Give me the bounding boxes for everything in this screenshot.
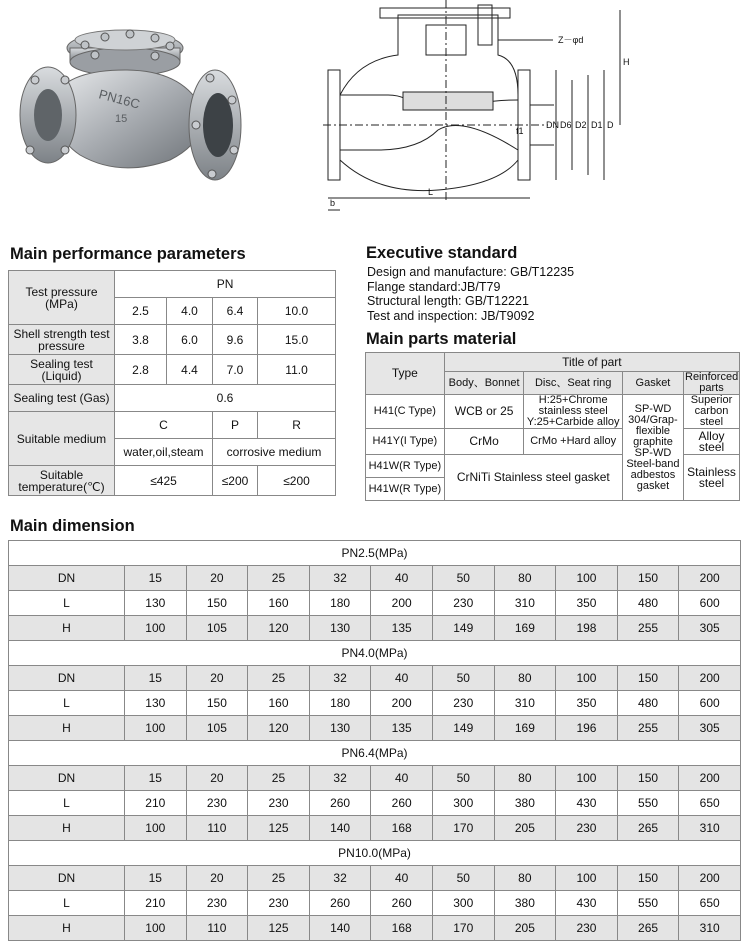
heading-dimension: Main dimension <box>10 517 135 535</box>
dim-label-d2: D2 <box>575 120 587 130</box>
dimension-cell: 50 <box>432 566 494 591</box>
dimension-cell: 260 <box>309 791 371 816</box>
dimension-cell: 230 <box>432 691 494 716</box>
dimension-cell: 480 <box>617 591 679 616</box>
dimension-row-h <box>9 916 741 941</box>
dim-label-f1: f1 <box>516 126 524 136</box>
dimension-cell: 255 <box>617 616 679 641</box>
perf-pn-value: 10.0 <box>258 298 336 325</box>
dimension-cell: 255 <box>617 716 679 741</box>
dimension-cell: 110 <box>186 916 248 941</box>
material-body: WCB or 25 <box>444 395 524 429</box>
perf-medium: Suitable medium <box>9 412 115 466</box>
dimension-cell: 550 <box>617 891 679 916</box>
dimension-cell: 100 <box>125 616 187 641</box>
dimension-cell: 350 <box>556 591 618 616</box>
material-col-reinforced: Reinforced parts <box>685 371 739 394</box>
dimension-cell: 200 <box>679 566 741 591</box>
dimension-cell: 200 <box>679 666 741 691</box>
perf-shell-value: 3.8 <box>115 325 167 355</box>
dimension-cell: 130 <box>125 691 187 716</box>
dimension-cell: 25 <box>248 866 310 891</box>
material-type: H41W(R Type) <box>366 478 445 501</box>
dimension-cell: 230 <box>248 791 310 816</box>
dimension-cell: 150 <box>186 591 248 616</box>
dimension-cell: 125 <box>248 916 310 941</box>
dimension-cell: 15 <box>125 566 187 591</box>
dimension-row-label: DN <box>9 566 125 591</box>
perf-pn-value: 2.5 <box>115 298 167 325</box>
dim-label-h: H <box>623 57 630 67</box>
heading-material: Main parts material <box>366 330 517 348</box>
dimension-cell: 150 <box>617 566 679 591</box>
standard-line: Design and manufacture: GB/T12235 <box>367 265 575 279</box>
dimension-cell: 25 <box>248 766 310 791</box>
dimension-cell: 305 <box>679 716 741 741</box>
material-type: H41W(R Type) <box>366 455 445 478</box>
perf-pn: PN <box>115 271 336 298</box>
dim-label-z: Z－φd <box>558 35 584 45</box>
dimension-cell: 200 <box>371 591 433 616</box>
dimension-cell: 20 <box>186 766 248 791</box>
dimension-cell: 170 <box>432 816 494 841</box>
dimension-cell: 210 <box>125 891 187 916</box>
dimension-row-dn <box>9 566 741 591</box>
heading-standard: Executive standard <box>366 244 518 262</box>
dimension-cell: 120 <box>248 716 310 741</box>
dimension-cell: 430 <box>556 791 618 816</box>
material-type: H41(C Type) <box>366 395 445 429</box>
dimension-pn-header: PN10.0(MPa) <box>9 841 741 866</box>
standard-line: Test and inspection: JB/T9092 <box>367 308 535 323</box>
dimension-row-label: L <box>9 791 125 816</box>
dimension-cell: 40 <box>371 766 433 791</box>
dimension-cell: 25 <box>248 666 310 691</box>
dimension-cell: 230 <box>556 816 618 841</box>
dimension-cell: 350 <box>556 691 618 716</box>
dimension-cell: 100 <box>556 766 618 791</box>
dimension-cell: 150 <box>617 766 679 791</box>
dim-label-d1: D1 <box>591 120 603 130</box>
perf-temp-value: ≤200 <box>258 466 336 496</box>
dimension-row-dn <box>9 766 741 791</box>
perf-temp-value: ≤200 <box>213 466 258 496</box>
dimension-cell: 300 <box>432 791 494 816</box>
perf-temp-value: ≤425 <box>115 466 213 496</box>
dimension-cell: 230 <box>186 791 248 816</box>
material-reinforced: Alloy steel <box>684 429 740 455</box>
material-type: H41Y(I Type) <box>366 429 445 455</box>
dimension-row-l <box>9 891 741 916</box>
dimension-cell: 310 <box>494 591 556 616</box>
dimension-row-label: DN <box>9 866 125 891</box>
perf-shell-value: 9.6 <box>213 325 258 355</box>
dimension-cell: 25 <box>248 566 310 591</box>
dimension-cell: 205 <box>494 816 556 841</box>
dimension-cell: 170 <box>432 916 494 941</box>
dim-label-b: b <box>330 198 336 208</box>
dimension-cell: 265 <box>617 916 679 941</box>
material-gasket: SP-WD 304/Grap- flexible graphite SP-WD Steel-band adbestos gasket <box>622 395 683 501</box>
dimension-cell: 230 <box>248 891 310 916</box>
dimension-cell: 168 <box>371 916 433 941</box>
valve-marking-size: PN16C <box>97 86 142 112</box>
dimension-cell: 160 <box>248 591 310 616</box>
dimension-cell: 50 <box>432 766 494 791</box>
dim-label-d: D <box>607 120 614 130</box>
dimension-cell: 149 <box>432 616 494 641</box>
standard-line: Flange standard:JB/T79 <box>367 279 501 294</box>
dimension-cell: 210 <box>125 791 187 816</box>
material-body: CrNiTi Stainless steel gasket <box>444 455 622 501</box>
dimension-cell: 130 <box>309 716 371 741</box>
dimension-cell: 32 <box>309 866 371 891</box>
dimension-cell: 198 <box>556 616 618 641</box>
dimension-cell: 169 <box>494 616 556 641</box>
dimension-row-label: H <box>9 916 125 941</box>
dimension-cell: 80 <box>494 666 556 691</box>
dimension-cell: 310 <box>679 816 741 841</box>
dimension-cell: 430 <box>556 891 618 916</box>
dimension-cell: 150 <box>617 866 679 891</box>
dimension-cell: 20 <box>186 866 248 891</box>
dim-label-d6: D6 <box>560 120 572 130</box>
dimension-pn-header: PN2.5(MPa) <box>9 541 741 566</box>
dimension-cell: 135 <box>371 616 433 641</box>
dimension-cell: 120 <box>248 616 310 641</box>
perf-medium-code: C <box>115 412 213 439</box>
dimension-cell: 160 <box>248 691 310 716</box>
material-body: CrMo <box>444 429 524 455</box>
dimension-cell: 140 <box>309 816 371 841</box>
dimension-cell: 550 <box>617 791 679 816</box>
dimension-cell: 180 <box>309 691 371 716</box>
perf-medium-code: R <box>258 412 336 439</box>
dimension-cell: 105 <box>186 616 248 641</box>
dimension-cell: 150 <box>617 666 679 691</box>
dimension-cell: 380 <box>494 791 556 816</box>
dimension-cell: 130 <box>125 591 187 616</box>
perf-medium-code: P <box>213 412 258 439</box>
material-disc: H:25+Chrome stainless steel Y:25+Carbide alloy <box>524 395 622 429</box>
dimension-cell: 40 <box>371 866 433 891</box>
dimension-row-l <box>9 591 741 616</box>
material-reinforced: Stainless steel <box>684 455 740 501</box>
dimension-cell: 110 <box>186 816 248 841</box>
dimension-cell: 32 <box>309 766 371 791</box>
dim-label-l: L <box>428 187 434 197</box>
heading-performance: Main performance parameters <box>10 245 246 263</box>
dimension-cell: 265 <box>617 816 679 841</box>
dimension-cell: 130 <box>309 616 371 641</box>
dimension-cell: 135 <box>371 716 433 741</box>
perf-medium-c: water,oil,steam <box>115 439 213 466</box>
dimension-row-h <box>9 716 741 741</box>
dimension-cell: 100 <box>556 866 618 891</box>
perf-sealing-gas-value: 0.6 <box>115 385 336 412</box>
dimension-cell: 15 <box>125 866 187 891</box>
dimension-cell: 150 <box>186 691 248 716</box>
dimension-cell: 40 <box>371 666 433 691</box>
standard-list <box>367 265 574 323</box>
dimension-cell: 650 <box>679 891 741 916</box>
material-col-disc: Disc、Seat ring <box>524 372 622 395</box>
dimension-cell: 200 <box>679 866 741 891</box>
dimension-row-h <box>9 616 741 641</box>
valve-photo <box>10 0 245 205</box>
perf-test-pressure: Test pressure (MPa) <box>9 271 115 325</box>
dimension-row-dn <box>9 866 741 891</box>
dimension-row-label: H <box>9 716 125 741</box>
dimension-cell: 196 <box>556 716 618 741</box>
dimension-cell: 32 <box>309 666 371 691</box>
dimension-cell: 200 <box>371 691 433 716</box>
dimension-cell: 205 <box>494 916 556 941</box>
dimension-cell: 40 <box>371 566 433 591</box>
dimension-cell: 15 <box>125 666 187 691</box>
perf-sealing-gas: Sealing test (Gas) <box>9 385 115 412</box>
perf-sealing-liquid-value: 2.8 <box>115 355 167 385</box>
dimension-cell: 200 <box>679 766 741 791</box>
dimension-cell: 15 <box>125 766 187 791</box>
dimension-cell: 230 <box>186 891 248 916</box>
perf-shell-value: 6.0 <box>167 325 213 355</box>
perf-pn-value: 6.4 <box>213 298 258 325</box>
standard-line: Structural length: GB/T12221 <box>367 294 529 308</box>
material-table <box>365 352 740 501</box>
material-title-header: Title of part <box>444 353 739 372</box>
performance-table <box>8 270 336 496</box>
dimension-cell: 20 <box>186 666 248 691</box>
perf-medium-pr: corrosive medium <box>213 439 336 466</box>
dimension-cell: 650 <box>679 791 741 816</box>
dimension-row-label: H <box>9 616 125 641</box>
dimension-cell: 100 <box>556 566 618 591</box>
dimension-cell: 80 <box>494 766 556 791</box>
perf-shell-value: 15.0 <box>258 325 336 355</box>
perf-sealing-liquid-value: 7.0 <box>213 355 258 385</box>
dimension-pn-header: PN6.4(MPa) <box>9 741 741 766</box>
dimension-cell: 80 <box>494 866 556 891</box>
perf-sealing-liquid-value: 4.4 <box>167 355 213 385</box>
dimension-cell: 140 <box>309 916 371 941</box>
dimension-cell: 180 <box>309 591 371 616</box>
valve-marking-dn: 15 <box>115 113 128 125</box>
dimension-row-l <box>9 691 741 716</box>
material-disc: CrMo +Hard alloy <box>524 429 622 455</box>
dimension-row-label: DN <box>9 666 125 691</box>
perf-temperature: Suitable temperature(℃) <box>9 466 115 496</box>
dimension-cell: 600 <box>679 691 741 716</box>
dimension-row-label: L <box>9 691 125 716</box>
dimension-cell: 300 <box>432 891 494 916</box>
dimension-cell: 260 <box>309 891 371 916</box>
dimension-cell: 50 <box>432 666 494 691</box>
material-col-gasket: Gasket <box>622 372 683 395</box>
dimension-cell: 168 <box>371 816 433 841</box>
dimension-cell: 100 <box>125 916 187 941</box>
material-type-header: Type <box>366 353 445 395</box>
dimension-cell: 80 <box>494 566 556 591</box>
dimension-table <box>8 540 741 941</box>
dimension-row-dn <box>9 666 741 691</box>
dimension-cell: 600 <box>679 591 741 616</box>
perf-shell: Shell strength test pressure <box>9 325 115 355</box>
dimension-cell: 310 <box>679 916 741 941</box>
dimension-cell: 20 <box>186 566 248 591</box>
dimension-cell: 50 <box>432 866 494 891</box>
dimension-row-label: H <box>9 816 125 841</box>
dimension-cell: 100 <box>125 816 187 841</box>
perf-sealing-liquid: Sealing test (Liquid) <box>9 355 115 385</box>
dimension-cell: 305 <box>679 616 741 641</box>
perf-pn-value: 4.0 <box>167 298 213 325</box>
dim-label-dn: DN <box>546 120 559 130</box>
dimension-cell: 125 <box>248 816 310 841</box>
dimension-row-label: L <box>9 891 125 916</box>
dimension-cell: 380 <box>494 891 556 916</box>
material-reinforced: Superior carbon steel <box>684 395 740 429</box>
dimension-cell: 105 <box>186 716 248 741</box>
dimension-cell: 230 <box>432 591 494 616</box>
perf-sealing-liquid-value: 11.0 <box>258 355 336 385</box>
dimension-cell: 100 <box>556 666 618 691</box>
dimension-cell: 169 <box>494 716 556 741</box>
dimension-row-l <box>9 791 741 816</box>
dimension-cell: 32 <box>309 566 371 591</box>
technical-drawing <box>318 0 738 218</box>
dimension-row-label: DN <box>9 766 125 791</box>
dimension-cell: 480 <box>617 691 679 716</box>
dimension-cell: 149 <box>432 716 494 741</box>
material-col-body: Body、Bonnet <box>444 372 524 395</box>
dimension-pn-header: PN4.0(MPa) <box>9 641 741 666</box>
dimension-cell: 100 <box>125 716 187 741</box>
dimension-cell: 310 <box>494 691 556 716</box>
dimension-row-h <box>9 816 741 841</box>
dimension-cell: 260 <box>371 791 433 816</box>
dimension-cell: 260 <box>371 891 433 916</box>
dimension-cell: 230 <box>556 916 618 941</box>
dimension-row-label: L <box>9 591 125 616</box>
